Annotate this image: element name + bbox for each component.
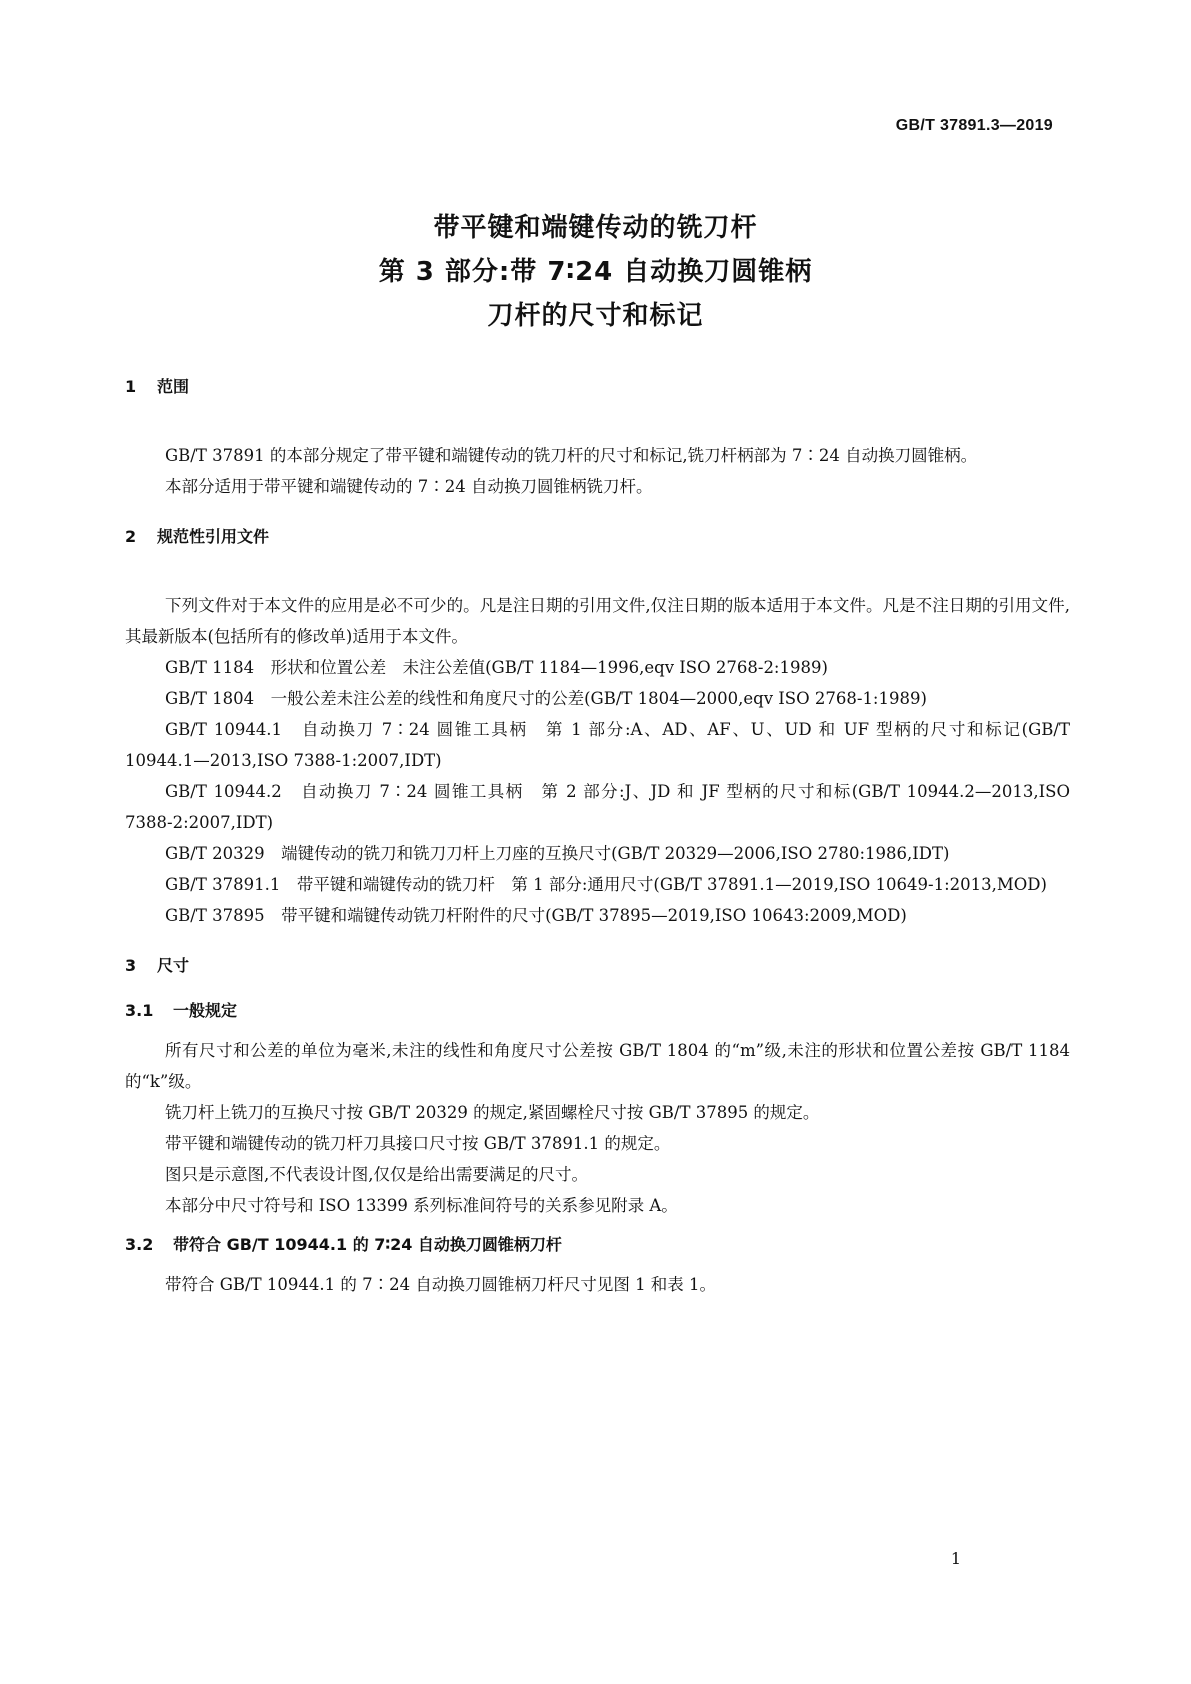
section-number: 1 — [125, 377, 137, 396]
scope-paragraph-1: GB/T 37891 的本部分规定了带平键和端键传动的铣刀杆的尺寸和标记,铣刀杆柄部为 7∶24 自动换刀圆锥柄。 — [165, 446, 978, 465]
section-number: 3.2 — [125, 1235, 154, 1254]
section-title: 规范性引用文件 — [157, 527, 270, 546]
section-3-2-heading — [125, 1230, 1070, 1260]
title-line-2: 第 3 部分:带 7∶24 自动换刀圆锥柄 — [378, 257, 813, 287]
reference-item: GB/T 20329 端键传动的铣刀和铣刀刀杆上刀座的互换尺寸(GB/T 20329—2006,ISO 2780:1986,IDT) — [165, 844, 950, 863]
reference-item: GB/T 10944.2 自动换刀 7∶24 圆锥工具柄 第 2 部分:J、JD 和 JF 型柄的尺寸和标(GB/T 10944.2—2013,ISO 7388-2:2007,IDT) — [125, 782, 1070, 832]
standard-number: GB/T 37891.3—2019 — [895, 117, 1053, 134]
general-rule-paragraph: 铣刀杆上铣刀的互换尺寸按 GB/T 20329 的规定,紧固螺栓尺寸按 GB/T 37895 的规定。 — [165, 1103, 820, 1122]
section-3-heading — [125, 951, 1070, 981]
general-rule-paragraph: 本部分中尺寸符号和 ISO 13399 系列标准间符号的关系参见附录 A。 — [165, 1196, 678, 1215]
section-title-prefix: 带符合 — [173, 1235, 227, 1254]
general-rule-paragraph: 所有尺寸和公差的单位为毫米,未注的线性和角度尺寸公差按 GB/T 1804 的“m”级,未注的形状和位置公差按 GB/T 1184 的“k”级。 — [125, 1041, 1070, 1091]
section-number: 2 — [125, 527, 137, 546]
reference-item: GB/T 10944.1 自动换刀 7∶24 圆锥工具柄 第 1 部分:A、AD、AF、U、UD 和 UF 型柄的尺寸和标记(GB/T 10944.1—2013,ISO 7388-1:2007,IDT) — [125, 720, 1070, 770]
section-3-2-paragraph: 带符合 GB/T 10944.1 的 7∶24 自动换刀圆锥柄刀杆尺寸见图 1 和表 1。 — [165, 1275, 717, 1294]
section-title-code: GB/T — [226, 1235, 269, 1254]
references-intro: 下列文件对于本文件的应用是必不可少的。凡是注日期的引用文件,仅注日期的版本适用于本文件。凡是不注日期的引用文件,其最新版本(包括所有的修改单)适用于本文件。 — [125, 596, 1070, 646]
section-title: 一般规定 — [173, 1001, 238, 1020]
page-number: 1 — [950, 1549, 961, 1568]
reference-item: GB/T 37891.1 带平键和端键传动的铣刀杆 第 1 部分:通用尺寸(GB/T 37891.1—2019,ISO 10649-1:2013,MOD) — [165, 875, 1047, 894]
section-3-1-heading — [125, 996, 1070, 1026]
general-rule-paragraph: 带平键和端键传动的铣刀杆刀具接口尺寸按 GB/T 37891.1 的规定。 — [165, 1134, 671, 1153]
section-1-heading — [125, 372, 1070, 402]
section-number: 3 — [125, 956, 137, 975]
section-title-suffix: 10944.1 的 7∶24 自动换刀圆锥柄刀杆 — [268, 1235, 562, 1254]
document-title — [0, 206, 1191, 338]
scope-paragraph-2: 本部分适用于带平键和端键传动的 7∶24 自动换刀圆锥柄铣刀杆。 — [165, 477, 653, 496]
section-number: 3.1 — [125, 1001, 154, 1020]
section-2-heading — [125, 522, 1070, 552]
reference-item: GB/T 1184 形状和位置公差 未注公差值(GB/T 1184—1996,eqv ISO 2768-2:1989) — [165, 658, 828, 677]
general-rule-paragraph: 图只是示意图,不代表设计图,仅仅是给出需要满足的尺寸。 — [165, 1165, 588, 1184]
section-title: 范围 — [157, 377, 190, 396]
title-line-1: 带平键和端键传动的铣刀杆 — [433, 213, 758, 243]
reference-item: GB/T 37895 带平键和端键传动铣刀杆附件的尺寸(GB/T 37895—2019,ISO 10643:2009,MOD) — [165, 906, 907, 925]
section-title: 尺寸 — [157, 956, 190, 975]
document-body — [125, 372, 1070, 1300]
reference-item: GB/T 1804 一般公差未注公差的线性和角度尺寸的公差(GB/T 1804—2000,eqv ISO 2768-1:1989) — [165, 689, 927, 708]
title-line-3: 刀杆的尺寸和标记 — [487, 301, 704, 331]
